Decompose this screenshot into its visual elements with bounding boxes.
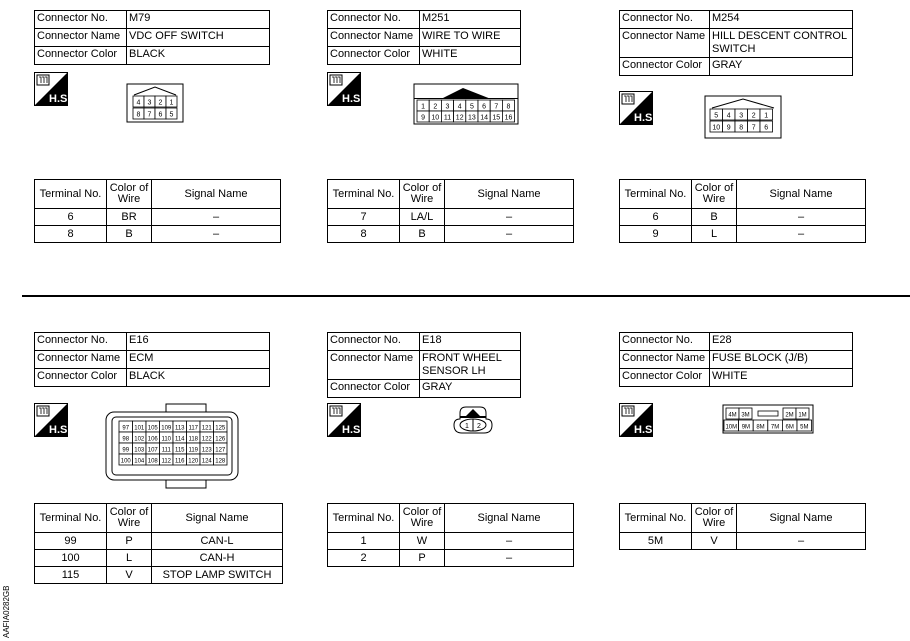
pin-label: 121 xyxy=(201,425,212,432)
pin-label: 3M xyxy=(741,412,750,419)
connector-no-label: Connector No. xyxy=(35,11,127,29)
pin-label: 2M xyxy=(785,412,794,419)
pin-label: 102 xyxy=(134,436,145,443)
connector-info-E28 xyxy=(619,332,853,387)
terminal-table-E18 xyxy=(327,503,574,567)
pin-label: 106 xyxy=(147,436,158,443)
connector-name-value: WIRE TO WIRE xyxy=(420,29,521,47)
connector-info-E18 xyxy=(327,332,521,398)
signal-name-cell: – xyxy=(152,209,281,226)
signal-name-header: Signal Name xyxy=(152,504,283,533)
terminal-table-E28 xyxy=(619,503,866,550)
terminal-no-cell: 2 xyxy=(328,550,400,567)
connector-face-diagram xyxy=(704,95,782,139)
pin-label: 118 xyxy=(188,436,199,443)
wire-color-cell: L xyxy=(692,226,737,243)
section-divider xyxy=(22,295,910,297)
connector-color-value: WHITE xyxy=(420,47,521,65)
terminal-no-cell: 5M xyxy=(620,533,692,550)
terminal-table-header xyxy=(35,180,281,209)
signal-name-cell: – xyxy=(445,226,574,243)
pin-label: 126 xyxy=(215,436,226,443)
wire-color-cell: W xyxy=(400,533,445,550)
pin-label: 4 xyxy=(136,99,141,107)
wire-color-cell: L xyxy=(107,550,152,567)
pin-label: 112 xyxy=(161,458,172,465)
pin-label: 120 xyxy=(188,458,199,465)
connector-info-E16 xyxy=(34,332,270,387)
table-row xyxy=(35,550,283,567)
pin-label: 105 xyxy=(147,425,158,432)
pin-label: 3 xyxy=(445,103,450,111)
terminal-table-M254 xyxy=(619,179,866,243)
pin-label: 4 xyxy=(726,112,731,120)
pin-label: 6 xyxy=(482,103,487,111)
connector-color-row xyxy=(620,369,853,387)
wire-color-cell: B xyxy=(400,226,445,243)
harness-side-icon xyxy=(34,403,71,437)
pin-label: 10 xyxy=(431,114,440,122)
pin-label: 104 xyxy=(134,458,145,465)
terminal-table-header xyxy=(328,180,574,209)
connector-no-value: E28 xyxy=(710,333,853,351)
connector-color-row xyxy=(328,47,521,65)
pin-label: 8 xyxy=(506,103,511,111)
wire-color-cell: V xyxy=(107,567,152,584)
terminal-table-M251 xyxy=(327,179,574,243)
connector-face-diagram xyxy=(102,403,242,490)
pin-label: 7 xyxy=(751,124,756,132)
terminal-no-cell: 1 xyxy=(328,533,400,550)
table-row xyxy=(35,226,281,243)
pin-label: 1 xyxy=(421,103,426,111)
signal-name-cell: – xyxy=(152,226,281,243)
color-of-wire-header: Color of Wire xyxy=(692,180,737,209)
pin-label: 8 xyxy=(136,111,141,119)
connector-no-row xyxy=(35,333,270,351)
connector-color-row xyxy=(620,58,853,76)
signal-name-cell: – xyxy=(445,533,574,550)
wire-color-cell: V xyxy=(692,533,737,550)
pin-label: 5 xyxy=(169,111,174,119)
pin-label: 116 xyxy=(174,458,185,465)
pin-label: 122 xyxy=(201,436,212,443)
connector-name-row xyxy=(35,29,270,47)
connector-no-label: Connector No. xyxy=(328,11,420,29)
hs-label: H.S. xyxy=(634,424,656,436)
connector-color-label: Connector Color xyxy=(328,380,420,398)
harness-side-icon xyxy=(619,403,656,437)
terminal-no-cell: 7 xyxy=(328,209,400,226)
connector-no-value: E18 xyxy=(420,333,521,351)
pin-label: 103 xyxy=(134,447,145,454)
pin-label: 117 xyxy=(188,425,199,432)
table-row xyxy=(328,533,574,550)
pin-label: 125 xyxy=(215,425,226,432)
wire-color-cell: BR xyxy=(107,209,152,226)
wire-color-cell: B xyxy=(107,226,152,243)
pin-label: 8 xyxy=(739,124,744,132)
figure-code: AAFIA0282GB xyxy=(2,585,11,638)
signal-name-header: Signal Name xyxy=(737,504,866,533)
pin-label: 5 xyxy=(714,112,719,120)
pin-label: 108 xyxy=(147,458,158,465)
connector-name-value: FUSE BLOCK (J/B) xyxy=(710,351,853,369)
pin-label: 99 xyxy=(122,447,130,454)
connector-color-value: GRAY xyxy=(420,380,521,398)
terminal-no-header: Terminal No. xyxy=(328,504,400,533)
connector-no-row xyxy=(620,333,853,351)
pin-label: 4 xyxy=(457,103,462,111)
table-row xyxy=(35,533,283,550)
table-row xyxy=(620,226,866,243)
wire-color-cell: P xyxy=(107,533,152,550)
signal-name-cell: – xyxy=(445,209,574,226)
color-of-wire-header: Color of Wire xyxy=(107,180,152,209)
connector-color-value: GRAY xyxy=(710,58,853,76)
pin-label: 3 xyxy=(147,99,152,107)
harness-side-icon xyxy=(327,403,364,437)
connector-no-value: M79 xyxy=(127,11,270,29)
pin-label: 97 xyxy=(122,425,130,432)
signal-name-cell: – xyxy=(737,226,866,243)
pin-label: 13 xyxy=(468,114,476,122)
hs-label: H.S. xyxy=(342,424,364,436)
signal-name-cell: – xyxy=(445,550,574,567)
hs-label: H.S. xyxy=(49,93,71,105)
pin-label: 114 xyxy=(174,436,185,443)
hs-label: H.S. xyxy=(342,93,364,105)
pin-label: 9 xyxy=(421,114,426,122)
pin-label: 7 xyxy=(147,111,152,119)
connector-no-row xyxy=(620,11,853,29)
pin-label: 127 xyxy=(215,447,226,454)
terminal-table-header xyxy=(328,504,574,533)
connector-name-label: Connector Name xyxy=(35,351,127,369)
pin-label: 119 xyxy=(188,447,199,454)
pin-label: 10M xyxy=(725,424,738,431)
pin-label: 9 xyxy=(726,124,731,132)
pin-label: 7M xyxy=(770,424,780,431)
connector-no-value: M254 xyxy=(710,11,853,29)
pin-label: 123 xyxy=(201,447,212,454)
connector-name-row xyxy=(328,29,521,47)
connector-face-diagram xyxy=(413,83,519,125)
connector-color-value: BLACK xyxy=(127,47,270,65)
signal-name-cell: – xyxy=(737,533,866,550)
connector-color-row xyxy=(35,369,270,387)
connector-info-M254 xyxy=(619,10,853,76)
pin-label: 11 xyxy=(443,114,452,122)
connector-name-row xyxy=(328,351,521,380)
terminal-no-header: Terminal No. xyxy=(620,504,692,533)
pin-label: 1 xyxy=(764,112,769,120)
terminal-no-cell: 9 xyxy=(620,226,692,243)
signal-name-header: Signal Name xyxy=(445,504,574,533)
table-row xyxy=(620,533,866,550)
connector-name-label: Connector Name xyxy=(35,29,127,47)
signal-name-header: Signal Name xyxy=(152,180,281,209)
table-row xyxy=(35,567,283,584)
terminal-no-header: Terminal No. xyxy=(328,180,400,209)
connector-no-value: M251 xyxy=(420,11,521,29)
pin-label: 109 xyxy=(161,425,172,432)
harness-side-icon xyxy=(619,91,656,125)
signal-name-cell: CAN-H xyxy=(152,550,283,567)
pin-label: 115 xyxy=(174,447,185,454)
pin-label: 107 xyxy=(147,447,158,454)
connector-no-value: E16 xyxy=(127,333,270,351)
pin-label: 6 xyxy=(764,124,769,132)
connector-color-row xyxy=(328,380,521,398)
pin-label: 2 xyxy=(433,103,438,111)
signal-name-cell: CAN-L xyxy=(152,533,283,550)
pin-label: 14 xyxy=(480,114,488,122)
connector-face-diagram xyxy=(722,404,814,434)
terminal-table-header xyxy=(620,504,866,533)
pin-label: 124 xyxy=(201,458,212,465)
connector-no-label: Connector No. xyxy=(35,333,127,351)
connector-no-label: Connector No. xyxy=(328,333,420,351)
pin-label: 111 xyxy=(161,447,171,454)
terminal-table-M79 xyxy=(34,179,281,243)
pin-label: 2 xyxy=(751,112,756,120)
terminal-no-cell: 6 xyxy=(35,209,107,226)
signal-name-header: Signal Name xyxy=(737,180,866,209)
table-row xyxy=(35,209,281,226)
terminal-table-E16 xyxy=(34,503,283,584)
color-of-wire-header: Color of Wire xyxy=(400,180,445,209)
pin-label: 1M xyxy=(798,412,807,419)
table-row xyxy=(328,226,574,243)
connector-no-label: Connector No. xyxy=(620,11,710,29)
terminal-no-header: Terminal No. xyxy=(620,180,692,209)
connector-color-label: Connector Color xyxy=(328,47,420,65)
signal-name-header: Signal Name xyxy=(445,180,574,209)
pin-label: 101 xyxy=(134,425,145,432)
table-row xyxy=(620,209,866,226)
connector-name-label: Connector Name xyxy=(620,351,710,369)
connector-color-label: Connector Color xyxy=(35,369,127,387)
wire-color-cell: B xyxy=(692,209,737,226)
connector-info-M79 xyxy=(34,10,270,65)
hs-label: H.S. xyxy=(49,424,71,436)
pin-label: 110 xyxy=(161,436,172,443)
pin-label: 9M xyxy=(741,424,751,431)
connector-color-label: Connector Color xyxy=(35,47,127,65)
pin-label: 1 xyxy=(465,423,469,430)
terminal-table-header xyxy=(35,504,283,533)
pin-label: 7 xyxy=(494,103,499,111)
color-of-wire-header: Color of Wire xyxy=(107,504,152,533)
terminal-no-cell: 8 xyxy=(35,226,107,243)
wire-color-cell: P xyxy=(400,550,445,567)
connector-face-diagram xyxy=(452,405,494,435)
harness-side-icon xyxy=(34,72,71,106)
signal-name-cell: STOP LAMP SWITCH xyxy=(152,567,283,584)
terminal-no-cell: 100 xyxy=(35,550,107,567)
pin-label: 2 xyxy=(477,423,481,430)
pin-label: 3 xyxy=(739,112,744,120)
hs-label: H.S. xyxy=(634,112,656,124)
pin-label: 8M xyxy=(756,424,765,431)
pin-label: 6 xyxy=(158,111,163,119)
pin-label: 1 xyxy=(169,99,174,107)
pin-label: 5 xyxy=(469,103,474,111)
pin-label: 6M xyxy=(785,424,794,431)
pin-label: 98 xyxy=(122,436,130,443)
connector-name-value: ECM xyxy=(127,351,270,369)
connector-no-row xyxy=(35,11,270,29)
pin-label: 16 xyxy=(504,114,513,122)
terminal-no-cell: 115 xyxy=(35,567,107,584)
wire-color-cell: LA/L xyxy=(400,209,445,226)
table-row xyxy=(328,209,574,226)
connector-name-row xyxy=(620,29,853,58)
connector-color-label: Connector Color xyxy=(620,58,710,76)
connector-name-value: VDC OFF SWITCH xyxy=(127,29,270,47)
pin-label: 100 xyxy=(120,458,131,465)
pin-label: 15 xyxy=(492,114,501,122)
terminal-no-header: Terminal No. xyxy=(35,180,107,209)
connector-no-label: Connector No. xyxy=(620,333,710,351)
connector-name-label: Connector Name xyxy=(620,29,710,58)
color-of-wire-header: Color of Wire xyxy=(400,504,445,533)
terminal-table-header xyxy=(620,180,866,209)
terminal-no-cell: 99 xyxy=(35,533,107,550)
connector-name-label: Connector Name xyxy=(328,351,420,380)
pin-label: 2 xyxy=(158,99,163,107)
connector-name-value: HILL DESCENT CONTROL SWITCH xyxy=(710,29,853,58)
connector-color-row xyxy=(35,47,270,65)
pin-label: 128 xyxy=(215,458,226,465)
connector-no-row xyxy=(328,333,521,351)
connector-face-diagram xyxy=(126,83,184,123)
color-of-wire-header: Color of Wire xyxy=(692,504,737,533)
connector-info-M251 xyxy=(327,10,521,65)
pin-label: 113 xyxy=(174,425,185,432)
connector-name-row xyxy=(620,351,853,369)
connector-color-label: Connector Color xyxy=(620,369,710,387)
connector-name-label: Connector Name xyxy=(328,29,420,47)
connector-name-row xyxy=(35,351,270,369)
signal-name-cell: – xyxy=(737,209,866,226)
pin-label: 12 xyxy=(455,114,464,122)
connector-name-value: FRONT WHEEL SENSOR LH xyxy=(420,351,521,380)
connector-color-value: BLACK xyxy=(127,369,270,387)
pin-label: 10 xyxy=(712,124,721,132)
terminal-no-cell: 6 xyxy=(620,209,692,226)
harness-side-icon xyxy=(327,72,364,106)
connector-no-row xyxy=(328,11,521,29)
table-row xyxy=(328,550,574,567)
terminal-no-header: Terminal No. xyxy=(35,504,107,533)
pin-label: 5M xyxy=(800,424,809,431)
connector-color-value: WHITE xyxy=(710,369,853,387)
pin-label: 4M xyxy=(728,412,737,419)
terminal-no-cell: 8 xyxy=(328,226,400,243)
